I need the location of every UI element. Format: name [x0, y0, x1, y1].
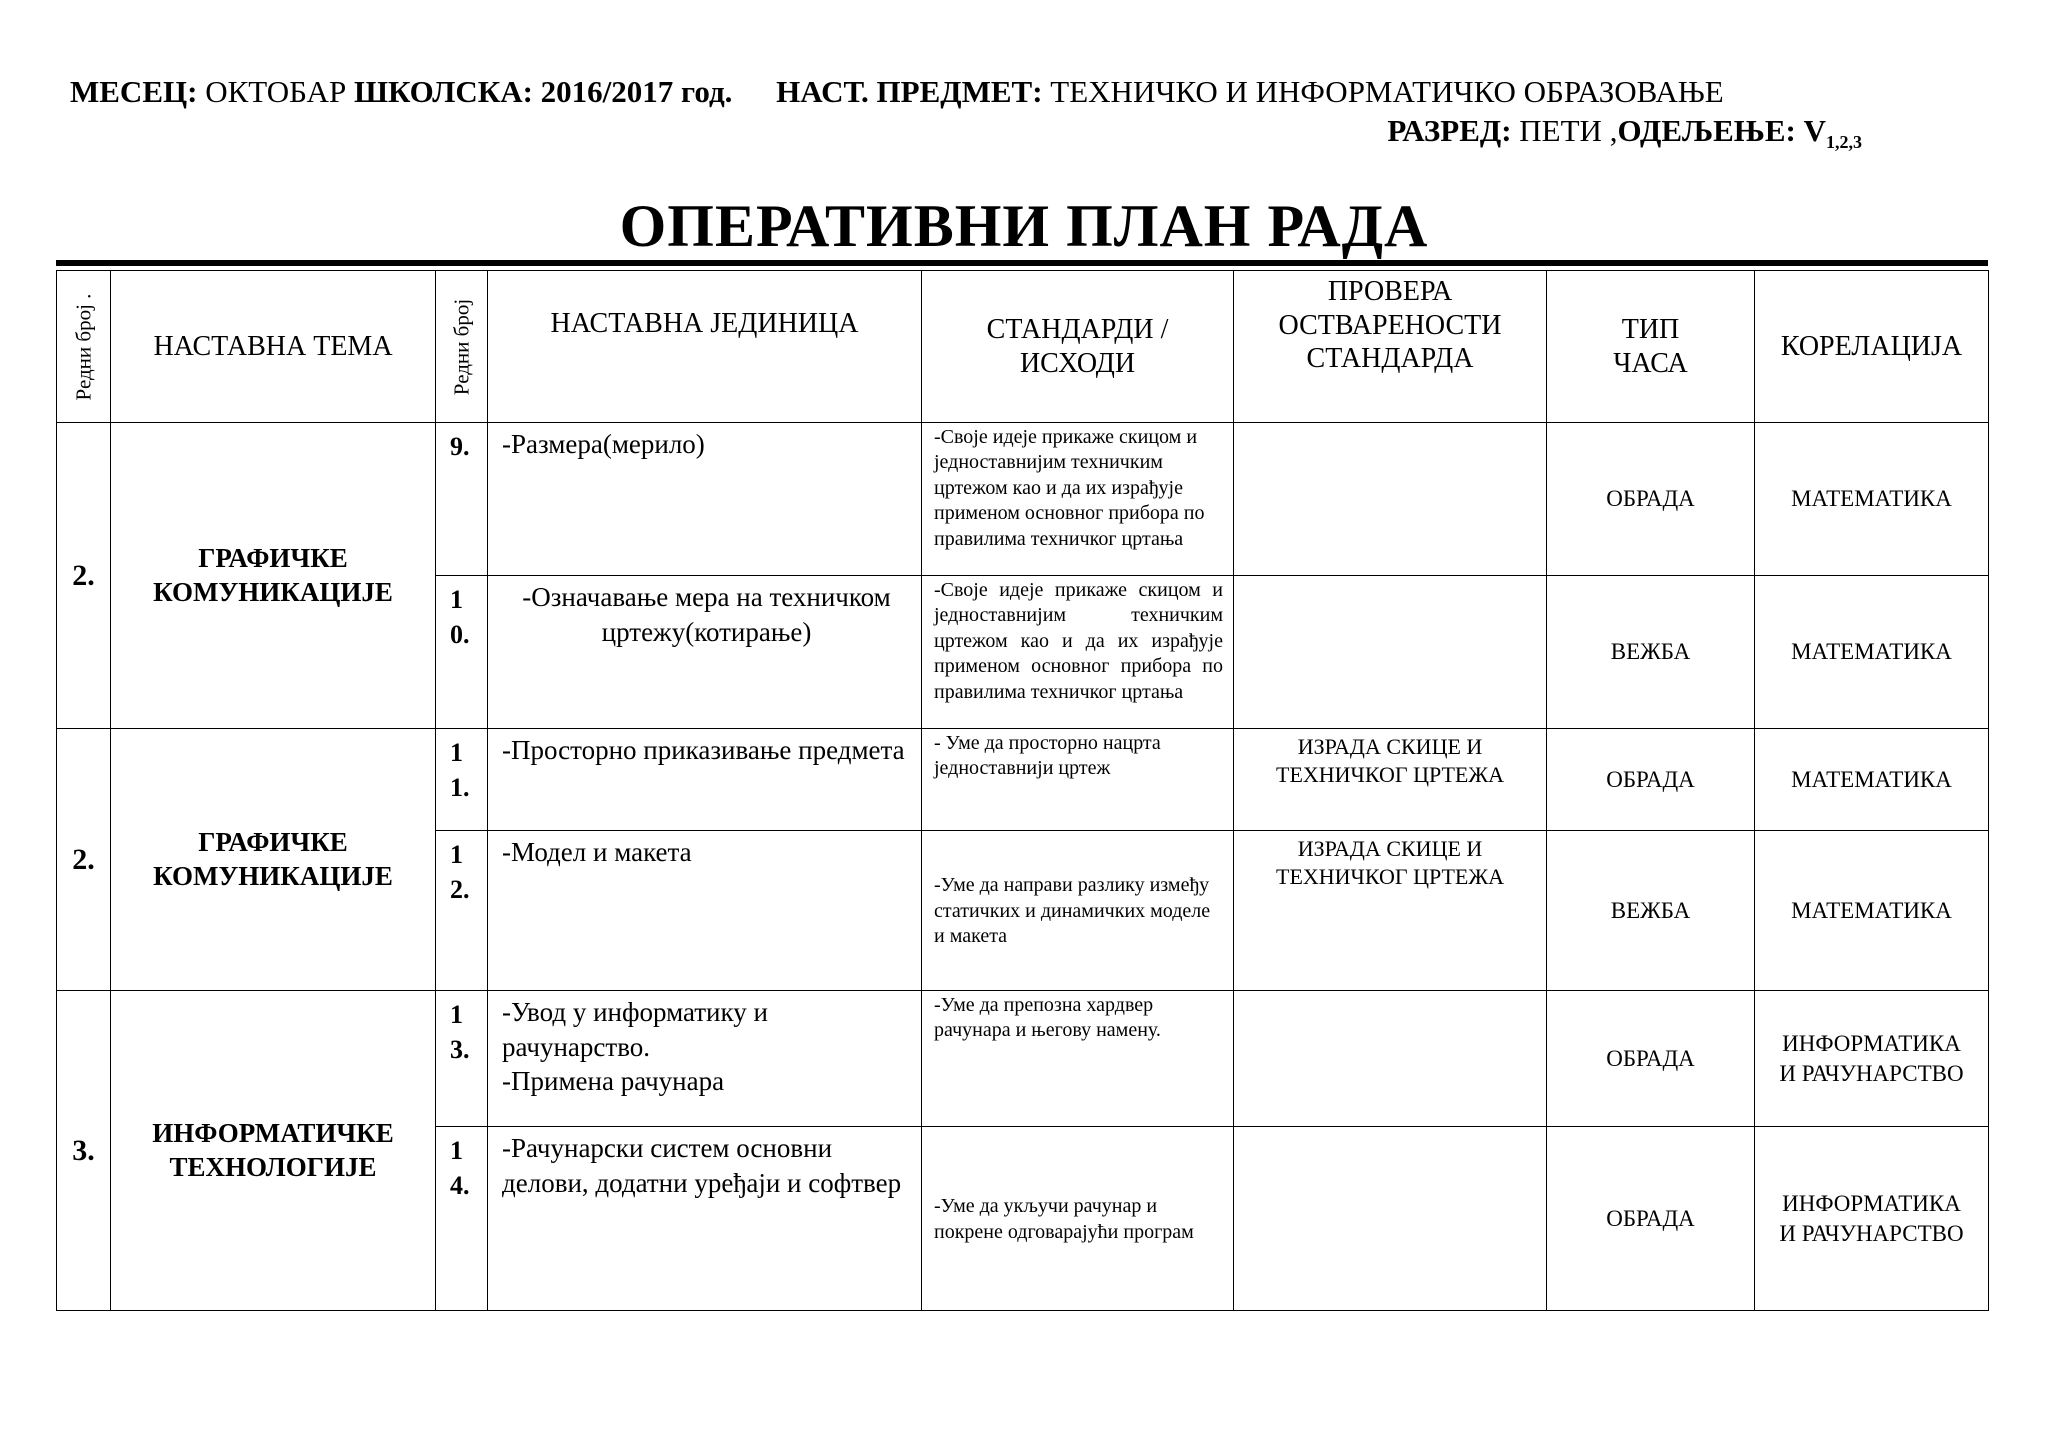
col-unit: НАСТАВНА ЈЕДИНИЦА: [488, 271, 922, 423]
col-type: ТИП ЧАСА: [1547, 271, 1755, 423]
lesson-type: ОБРАДА: [1547, 423, 1755, 576]
topic-number: 2.: [57, 729, 111, 991]
standard-text: - Уме да просторно нацрта једноставнији цртеж: [922, 729, 1234, 831]
standard-text: -Своје идеје прикаже скицом и једноставнијим техничким цртежом као и да их израђује применом основног прибора по правилима техничког цртања: [922, 576, 1234, 729]
col-correlation: КОРЕЛАЦИЈА: [1755, 271, 1989, 423]
topic-name: ГРАФИЧКЕ КОМУНИКАЦИЈЕ: [111, 729, 436, 991]
col-topic-no: Редни број .: [57, 271, 111, 423]
standard-text: -Уме да укључи рачунар и покрене одговарајући програм: [922, 1127, 1234, 1311]
topic-number: 2.: [57, 423, 111, 729]
title-rule: [56, 260, 1988, 266]
unit-number: 1 4.: [436, 1127, 488, 1311]
unit-number: 9.: [436, 423, 488, 576]
topic-name: ИНФОРМАТИЧКЕ ТЕХНОЛОГИЈЕ: [111, 991, 436, 1311]
unit-name: -Модел и макета: [488, 831, 922, 991]
topic-name: ГРАФИЧКЕ КОМУНИКАЦИЈЕ: [111, 423, 436, 729]
table-row: [57, 423, 1989, 576]
correlation: МАТЕМАТИКА: [1755, 576, 1989, 729]
grade-label: РАЗРЕД:: [1387, 113, 1512, 148]
standard-check: [1234, 1127, 1547, 1311]
subject-value: ТЕХНИЧКО И ИНФОРМАТИЧКО ОБРАЗОВАЊЕ: [1050, 74, 1724, 109]
standard-check: [1234, 423, 1547, 576]
correlation: ИНФОРМАТИКА И РАЧУНАРСТВО: [1755, 991, 1989, 1127]
col-standards: СТАНДАРДИ / ИСХОДИ: [922, 271, 1234, 423]
class-sub: 1,2,3: [1826, 132, 1862, 153]
month-label: МЕСЕЦ:: [70, 74, 198, 109]
lesson-type: ВЕЖБА: [1547, 831, 1755, 991]
unit-number: 1 0.: [436, 576, 488, 729]
correlation: МАТЕМАТИКА: [1755, 423, 1989, 576]
correlation: МАТЕМАТИКА: [1755, 729, 1989, 831]
unit-number: 1 3.: [436, 991, 488, 1127]
plan-table: [56, 270, 1989, 1311]
unit-name: -Размера(мерило): [488, 423, 922, 576]
grade-value: ПЕТИ ,: [1519, 113, 1618, 148]
school-year: ШКОЛСКА: 2016/2017 год.: [353, 74, 733, 109]
col-check: ПРОВЕРА ОСТВАРЕНОСТИ СТАНДАРДА: [1234, 271, 1547, 423]
standard-text: -Уме да направи разлику између статичких и динамичких моделе и макета: [922, 831, 1234, 991]
month-value: ОКТОБАР: [205, 74, 347, 109]
lesson-type: ОБРАДА: [1547, 1127, 1755, 1311]
table-row: [57, 991, 1989, 1127]
standard-check: ИЗРАДА СКИЦЕ И ТЕХНИЧКОГ ЦРТЕЖА: [1234, 729, 1547, 831]
lesson-type: ВЕЖБА: [1547, 576, 1755, 729]
col-topic: НАСТАВНА ТЕМА: [111, 271, 436, 423]
standard-check: [1234, 576, 1547, 729]
unit-number: 1 2.: [436, 831, 488, 991]
unit-number: 1 1.: [436, 729, 488, 831]
unit-name: -Рачунарски систем основни делови, додатни уређаји и софтвер: [488, 1127, 922, 1311]
lesson-type: ОБРАДА: [1547, 729, 1755, 831]
col-unit-no: Редни број: [436, 271, 488, 423]
page-title: ОПЕРАТИВНИ ПЛАН РАДА: [619, 193, 1429, 259]
header-line-2: [1387, 113, 1862, 153]
correlation: ИНФОРМАТИКА И РАЧУНАРСТВО: [1755, 1127, 1989, 1311]
subject-label: НАСТ. ПРЕДМЕТ:: [776, 74, 1043, 109]
unit-name: -Увод у информатику и рачунарство. -Примена рачунара: [488, 991, 922, 1127]
header-row: [57, 271, 1989, 423]
table-row: [57, 729, 1989, 831]
standard-text: -Своје идеје прикаже скицом и једноставнијим техничким цртежом као и да их израђује применом основног прибора по правилима техничког цртања: [922, 423, 1234, 576]
correlation: МАТЕМАТИКА: [1755, 831, 1989, 991]
lesson-type: ОБРАДА: [1547, 991, 1755, 1127]
topic-number: 3.: [57, 991, 111, 1311]
class-label: ОДЕЉЕЊЕ: V: [1617, 113, 1826, 148]
standard-text: -Уме да препозна хардвер рачунара и његову намену.: [922, 991, 1234, 1127]
standard-check: ИЗРАДА СКИЦЕ И ТЕХНИЧКОГ ЦРТЕЖА: [1234, 831, 1547, 991]
standard-check: [1234, 991, 1547, 1127]
unit-name: -Означавање мера на техничком цртежу(котирање): [488, 576, 922, 729]
unit-name: -Просторно приказивање предмета: [488, 729, 922, 831]
header-line-1: [70, 74, 1724, 110]
